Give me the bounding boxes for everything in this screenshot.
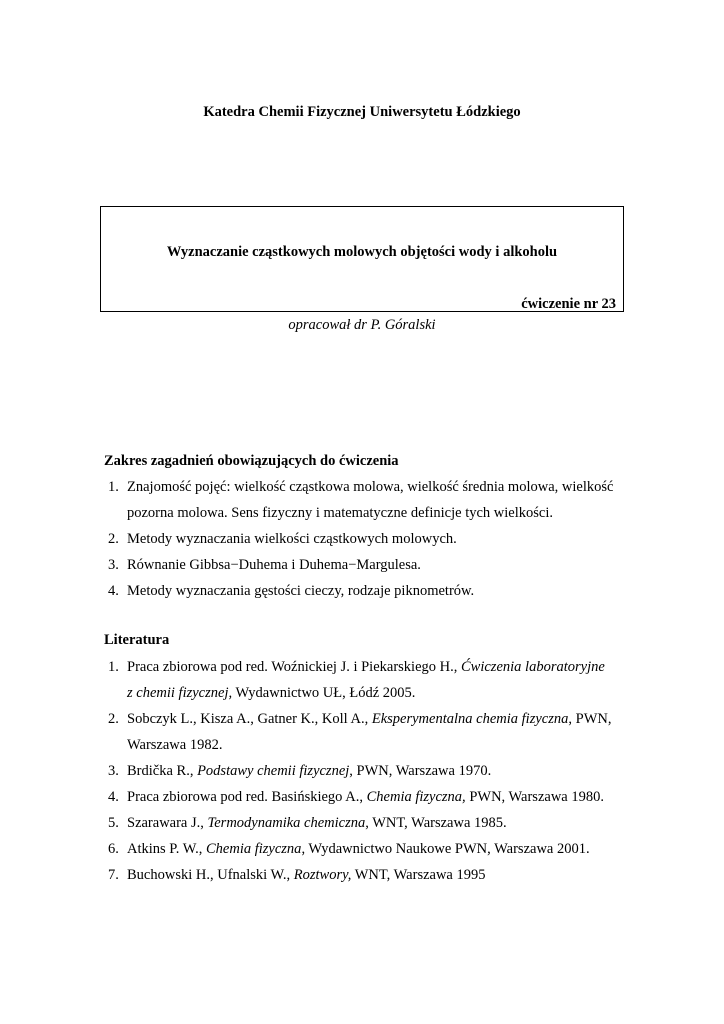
literature-item-1-continuation — [127, 680, 415, 706]
literature-item-number: 6. — [108, 841, 119, 857]
department-header: Katedra Chemii Fizycznej Uniwersytetu Łódzkiego — [203, 104, 521, 120]
exercise-number: ćwiczenie nr 23 — [521, 296, 616, 312]
exercise-title: Wyznaczanie cząstkowych molowych objętości wody i alkoholu — [166, 244, 558, 260]
scope-item-1 — [108, 474, 628, 500]
literature-item-number: 2. — [108, 711, 119, 727]
literature-item-title: Eksperymentalna chemia fizyczna — [371, 711, 569, 727]
literature-item-publisher: WNT, Warszawa 1995 — [351, 867, 486, 883]
literature-item-4 — [108, 784, 628, 810]
literature-item-title: Podstawy chemii fizycznej — [197, 763, 350, 779]
literature-item-number: 4. — [108, 789, 119, 805]
literature-item-6 — [108, 836, 628, 862]
literature-item-title: Termodynamika chemiczna — [207, 815, 366, 831]
literature-item-authors: Sobczyk L., Kisza A., Gatner K., Koll A., — [127, 711, 372, 727]
scope-item-1-continuation: pozorna molowa. Sens fizyczny i matematyczne definicje tych wielkości. — [127, 505, 553, 521]
scope-item-3 — [108, 552, 628, 578]
scope-item-number: 3. — [108, 557, 119, 573]
literature-item-authors: Atkins P. W., — [127, 841, 206, 857]
literature-item-number: 7. — [108, 867, 119, 883]
scope-item-text: Równanie Gibbsa−Duhema i Duhema−Margulesa. — [127, 557, 421, 573]
literature-item-publisher: , PWN, Warszawa 1970. — [349, 763, 492, 779]
literature-item-publisher: , Wydawnictwo Naukowe PWN, Warszawa 2001. — [301, 841, 590, 857]
scope-item-text: Znajomość pojęć: wielkość cząstkowa molowa, wielkość średnia molowa, wielkość — [127, 479, 614, 495]
literature-item-2-continuation: Warszawa 1982. — [127, 737, 223, 753]
scope-item-number: 2. — [108, 531, 119, 547]
literature-item-authors: Praca zbiorowa pod red. Basińskiego A., — [127, 789, 367, 805]
literature-item-title-continuation: z chemii fizycznej, — [127, 685, 233, 701]
literature-item-title: Roztwory, — [293, 867, 352, 883]
literature-item-publisher: Wydawnictwo UŁ, Łódź 2005. — [232, 685, 416, 701]
literature-item-7 — [108, 862, 628, 888]
author-line: opracował dr P. Góralski — [288, 317, 436, 333]
literature-item-title: Chemia fizyczna — [205, 841, 302, 857]
scope-heading: Zakres zagadnień obowiązujących do ćwiczenia — [104, 453, 399, 469]
literature-item-number: 3. — [108, 763, 119, 779]
literature-item-authors: Szarawara J., — [127, 815, 208, 831]
literature-item-1 — [108, 654, 628, 680]
literature-item-5 — [108, 810, 628, 836]
literature-item-title: Ćwiczenia laboratoryjne — [461, 659, 605, 675]
literature-item-authors: Buchowski H., Ufnalski W., — [127, 867, 294, 883]
literature-item-publisher: , PWN, — [568, 711, 612, 727]
literature-item-authors: Brdička R., — [127, 763, 198, 779]
literature-item-title: Chemia fizyczna, — [366, 789, 466, 805]
literature-item-2 — [108, 706, 628, 732]
scope-item-number: 4. — [108, 583, 119, 599]
scope-item-number: 1. — [108, 479, 119, 495]
scope-item-4 — [108, 578, 628, 604]
literature-item-publisher: , WNT, Warszawa 1985. — [365, 815, 507, 831]
literature-item-number: 5. — [108, 815, 119, 831]
literature-item-3 — [108, 758, 628, 784]
scope-item-text: Metody wyznaczania wielkości cząstkowych molowych. — [127, 531, 457, 547]
scope-item-text: Metody wyznaczania gęstości cieczy, rodzaje piknometrów. — [127, 583, 475, 599]
scope-item-2 — [108, 526, 628, 552]
literature-item-authors: Praca zbiorowa pod red. Woźnickiej J. i Piekarskiego H., — [127, 659, 461, 675]
literature-item-publisher: PWN, Warszawa 1980. — [465, 789, 604, 805]
literature-heading: Literatura — [104, 632, 170, 648]
literature-item-number: 1. — [108, 659, 119, 675]
